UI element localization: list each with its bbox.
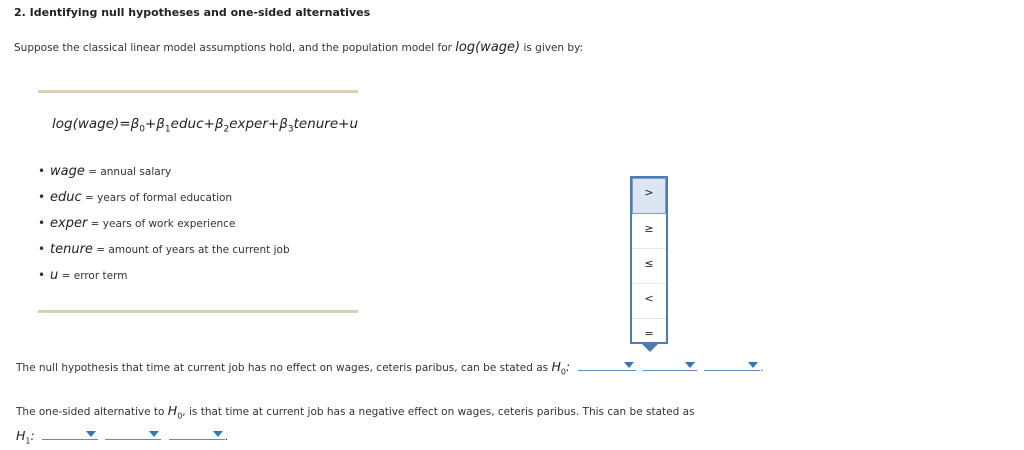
h0-dropdown-3[interactable] [704, 358, 760, 371]
h1-symbol: $H_1$: [16, 428, 35, 446]
beta-3: β [279, 116, 288, 132]
beta-0: β [130, 116, 140, 132]
h1-dropdown-1[interactable] [42, 427, 98, 440]
formula-lhs: log(wage) [52, 116, 120, 132]
chevron-down-icon [149, 431, 159, 437]
h0-dropdown-1[interactable] [578, 358, 636, 371]
variable-name: u [50, 268, 59, 283]
h1-dropdown-2[interactable] [105, 427, 161, 440]
null-hypothesis-line: The null hypothesis that time at current job has no effect on wages, ceteris paribus, can be stated as $H_0$: . [16, 359, 764, 377]
intro-text [14, 40, 583, 55]
variable-name: wage [50, 164, 85, 179]
null-hypothesis-text: The null hypothesis that time at current job has no effect on wages, ceteris paribus, can be stated as [16, 362, 549, 374]
list-item: • u = error term [38, 268, 128, 283]
option-less-than[interactable]: < [632, 284, 666, 319]
beta-2-sub: 2 [223, 124, 230, 135]
term-error: u [349, 116, 359, 132]
variable-definition: years of work experience [102, 218, 236, 230]
beta-3-sub: 3 [287, 124, 294, 135]
alternative-text-b: , is that time at current job has a negative effect on wages, ceteris paribus. This can be stated as [182, 406, 695, 418]
term-exper: exper [229, 116, 268, 132]
intro-math: log(wage) [455, 40, 521, 55]
h1-letter: H [16, 428, 26, 443]
variable-name: educ [50, 190, 82, 205]
operator-dropdown-menu [630, 176, 668, 344]
chevron-down-icon [624, 362, 634, 368]
h0-subscript: 0 [560, 367, 566, 377]
popup-pointer-icon [641, 343, 659, 352]
variable-name: exper [50, 216, 88, 231]
beta-1-sub: 1 [164, 124, 171, 135]
question-title: 2. Identifying null hypotheses and one-sided alternatives [14, 6, 371, 19]
variable-definitions [38, 162, 290, 292]
bottom-divider [38, 310, 358, 313]
h0-subscript: 0 [177, 411, 183, 421]
variable-definition: years of formal education [97, 192, 233, 204]
chevron-down-icon [213, 431, 223, 437]
chevron-down-icon [86, 431, 96, 437]
h1-dropdown-3[interactable] [169, 427, 225, 440]
term-tenure: tenure [293, 116, 339, 132]
alternative-text-a: The one-sided alternative to [16, 406, 165, 418]
option-greater-equal[interactable]: ≥ [632, 214, 666, 249]
intro-end: is given by: [523, 42, 584, 54]
alternative-hypothesis-line [16, 403, 695, 421]
chevron-down-icon [748, 362, 758, 368]
variable-definition: error term [73, 270, 128, 282]
h1-answer-line: $H_1$: . [16, 428, 229, 446]
option-equal[interactable]: = [644, 327, 654, 340]
h1-subscript: 1 [25, 436, 31, 446]
variable-name: tenure [50, 242, 93, 257]
h0-letter: H [551, 359, 561, 374]
list-item: • wage = annual salary [38, 164, 172, 179]
list-item: • exper = years of work experience [38, 216, 236, 231]
top-divider [38, 90, 358, 93]
beta-1: β [156, 116, 165, 132]
option-less-equal[interactable]: ≤ [632, 249, 666, 284]
term-educ: educ [170, 116, 204, 132]
population-model-formula: $\log(wage)=\beta_0+\beta_1educ+\beta_2exper+\beta_3tenure+u$ [52, 116, 359, 135]
h0-symbol-inline [167, 403, 183, 421]
h0-letter: H [167, 403, 178, 418]
variable-definition: amount of years at the current job [108, 244, 290, 256]
h0-dropdown-2[interactable] [643, 358, 697, 371]
option-greater-than[interactable]: > [632, 178, 666, 214]
h0-symbol: $H_0$: [551, 359, 571, 377]
beta-0-sub: 0 [139, 124, 145, 135]
intro-sentence: Suppose the classical linear model assumptions hold, and the population model for [14, 42, 452, 54]
chevron-down-icon [685, 362, 695, 368]
beta-2: β [214, 116, 224, 132]
list-item: • tenure = amount of years at the current job [38, 242, 290, 257]
variable-definition: annual salary [100, 166, 172, 178]
list-item: • educ = years of formal education [38, 190, 233, 205]
